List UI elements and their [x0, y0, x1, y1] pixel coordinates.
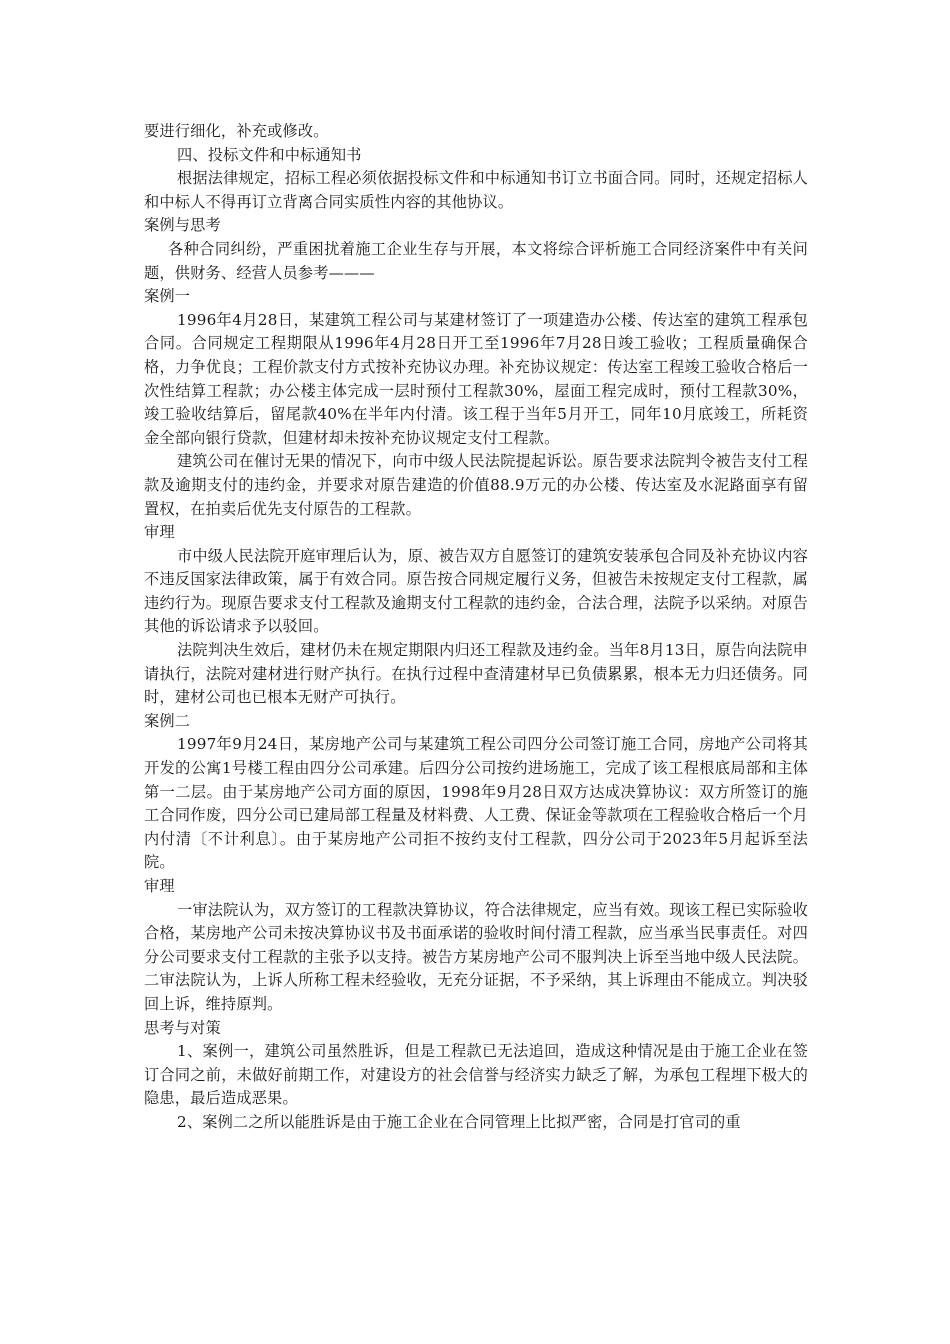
- paragraph: 一审法院认为，双方签订的工程款决算协议，符合法律规定，应当有效。现该工程已实际验收合格，某房地产公司未按决算协议书及书面承诺的验收时间付清工程款，应当承当民事责任。对四分公司要求支付工程款的主张予以支持。被告方某房地产公司不服判决上诉至当地中级人民法院。二审法院认为，上诉人所称工程未经验收，无充分证据，不予采纳，其上诉理由不能成立。判决驳回上诉，维持原判。: [144, 900, 808, 1013]
- paragraph: 根据法律规定，招标工程必须依据投标文件和中标通知书订立书面合同。同时，还规定招标人和中标人不得再订立背离合同实质性内容的其他协议。: [144, 169, 808, 211]
- section-title: 审理: [144, 877, 175, 895]
- section-title: 审理: [144, 523, 175, 542]
- section-heading: 四、投标文件和中标通知书: [177, 145, 362, 164]
- section-title: 思考与对策: [144, 1018, 221, 1037]
- section-title: 案例一: [144, 287, 191, 306]
- paragraph: 1、案例一，建筑公司虽然胜诉，但是工程款已无法追回，造成这种情况是由于施工企业在签订合同之前，未做好前期工作，对建设方的社会信誉与经济实力缺乏了解，为承包工程埋下极大的隐患，最后造成恶果。: [144, 1042, 808, 1108]
- paragraph: 要进行细化，补充或修改。: [144, 122, 329, 140]
- paragraph: 市中级人民法院开庭审理后认为，原、被告双方自愿签订的建筑安装承包合同及补充协议内容不违反国家法律政策，属于有效合同。原告按合同规定履行义务，但被告未按规定支付工程款，属违约行为。现原告要求支付工程款及逾期支付工程款的违约金，合法合理，法院予以采纳。对原告其他的诉讼请求予以驳回。: [144, 546, 808, 636]
- section-title: 案例与思考: [144, 216, 221, 235]
- section-title: 案例二: [144, 711, 191, 730]
- paragraph: 1997年9月24日，某房地产公司与某建筑工程公司四分公司签订施工合同，房地产公司将其开发的公寓1号楼工程由四分公司承建。后四分公司按约进场施工，完成了该工程根底局部和主体第一二层。由于某房地产公司方面的原因，1998年9月28日双方达成决算协议：双方所签订的施工合同作废，四分公司已建局部工程量及材料费、人工费、保证金等款项在工程验收合格后一个月内付清〔不计利息〕。由于某房地产公司拒不按约支付工程款，四分公司于2023年5月起诉至法院。: [144, 735, 808, 872]
- paragraph: 2、案例二之所以能胜诉是由于施工企业在合同管理上比拟严密，合同是打官司的重: [177, 1112, 741, 1131]
- paragraph: 法院判决生效后，建材仍未在规定期限内归还工程款及违约金。当年8月13日，原告向法院申请执行，法院对建材进行财产执行。在执行过程中查清建材早已负债累累，根本无力归还债务。同时，建材公司也已根本无财产可执行。: [144, 641, 808, 707]
- paragraph: 1996年4月28日，某建筑工程公司与某建材签订了一项建造办公楼、传达室的建筑工程承包合同。合同规定工程期限从1996年4月28日开工至1996年7月28日竣工验收；工程质量确保合格，力争优良；工程价款支付方式按补充协议办理。补充协议规定：传达室工程竣工验收合格后一次性结算工程款；办公楼主体完成一层时预付工程款30%，屋面工程完成时，预付工程款30%，竣工验收结算后，留尾款40%在半年内付清。该工程于当年5月开工，同年10月底竣工，所耗资金全部向银行贷款，但建材却未按补充协议规定支付工程款。: [144, 310, 808, 447]
- document-page: [144, 120, 808, 1135]
- paragraph: 建筑公司在催讨无果的情况下，向市中级人民法院提起诉讼。原告要求法院判令被告支付工程款及逾期支付的违约金，并要求对原告建造的价值88.9万元的办公楼、传达室及水泥路面享有留置权，在拍卖后优先支付原告的工程款。: [144, 452, 808, 518]
- paragraph: 各种合同纠纷，严重困扰着施工企业生存与开展，本文将综合评析施工合同经济案件中有关问题，供财务、经营人员参考———: [144, 239, 808, 282]
